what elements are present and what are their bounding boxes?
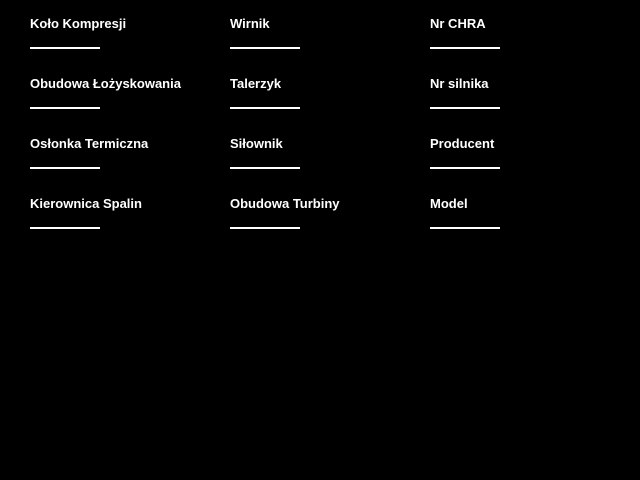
field-underline-obudowa-turbiny[interactable] xyxy=(230,227,300,229)
field-kolo-kompresji xyxy=(30,16,210,52)
field-value-nr-chra[interactable] xyxy=(430,32,500,47)
field-underline-model[interactable] xyxy=(430,227,500,229)
field-label-wirnik: Wirnik xyxy=(230,16,270,31)
field-underline-nr-chra[interactable] xyxy=(430,47,500,49)
field-silownik xyxy=(230,136,410,172)
field-label-kolo-kompresji: Koło Kompresji xyxy=(30,16,127,31)
field-label-silownik: Siłownik xyxy=(230,136,283,151)
field-label-obudowa-turbiny: Obudowa Turbiny xyxy=(230,196,340,211)
field-label-obudowa-lozyskowania: Obudowa Łożyskowania xyxy=(30,76,181,91)
field-underline-kierownica-spalin[interactable] xyxy=(30,227,100,229)
field-label-model: Model xyxy=(430,196,468,211)
field-value-kierownica-spalin[interactable] xyxy=(30,212,100,227)
field-obudowa-turbiny xyxy=(230,196,410,232)
field-kierownica-spalin xyxy=(30,196,210,232)
field-nr-chra xyxy=(430,16,610,52)
field-producent xyxy=(430,136,610,172)
field-underline-talerzyk[interactable] xyxy=(230,107,300,109)
field-label-kierownica-spalin: Kierownica Spalin xyxy=(30,196,142,211)
field-value-kolo-kompresji[interactable] xyxy=(30,32,100,47)
field-nr-silnika xyxy=(430,76,610,112)
field-value-model[interactable] xyxy=(430,212,500,227)
field-value-oslonka-termiczna[interactable] xyxy=(30,152,100,167)
field-label-nr-chra: Nr CHRA xyxy=(430,16,486,31)
field-wirnik xyxy=(230,16,410,52)
field-obudowa-lozyskowania xyxy=(30,76,210,112)
field-value-obudowa-lozyskowania[interactable] xyxy=(30,92,100,107)
field-value-producent[interactable] xyxy=(430,152,500,167)
field-oslonka-termiczna xyxy=(30,136,210,172)
field-model xyxy=(430,196,610,232)
field-value-obudowa-turbiny[interactable] xyxy=(230,212,300,227)
field-label-oslonka-termiczna: Osłonka Termiczna xyxy=(30,136,149,151)
field-value-nr-silnika[interactable] xyxy=(430,92,500,107)
field-label-producent: Producent xyxy=(430,136,495,151)
field-underline-oslonka-termiczna[interactable] xyxy=(30,167,100,169)
field-label-talerzyk: Talerzyk xyxy=(230,76,282,91)
field-underline-nr-silnika[interactable] xyxy=(430,107,500,109)
field-value-wirnik[interactable] xyxy=(230,32,300,47)
field-underline-obudowa-lozyskowania[interactable] xyxy=(30,107,100,109)
field-underline-kolo-kompresji[interactable] xyxy=(30,47,100,49)
field-underline-producent[interactable] xyxy=(430,167,500,169)
field-underline-silownik[interactable] xyxy=(230,167,300,169)
field-talerzyk xyxy=(230,76,410,112)
field-value-talerzyk[interactable] xyxy=(230,92,300,107)
field-value-silownik[interactable] xyxy=(230,152,300,167)
field-label-nr-silnika: Nr silnika xyxy=(430,76,489,91)
field-underline-wirnik[interactable] xyxy=(230,47,300,49)
